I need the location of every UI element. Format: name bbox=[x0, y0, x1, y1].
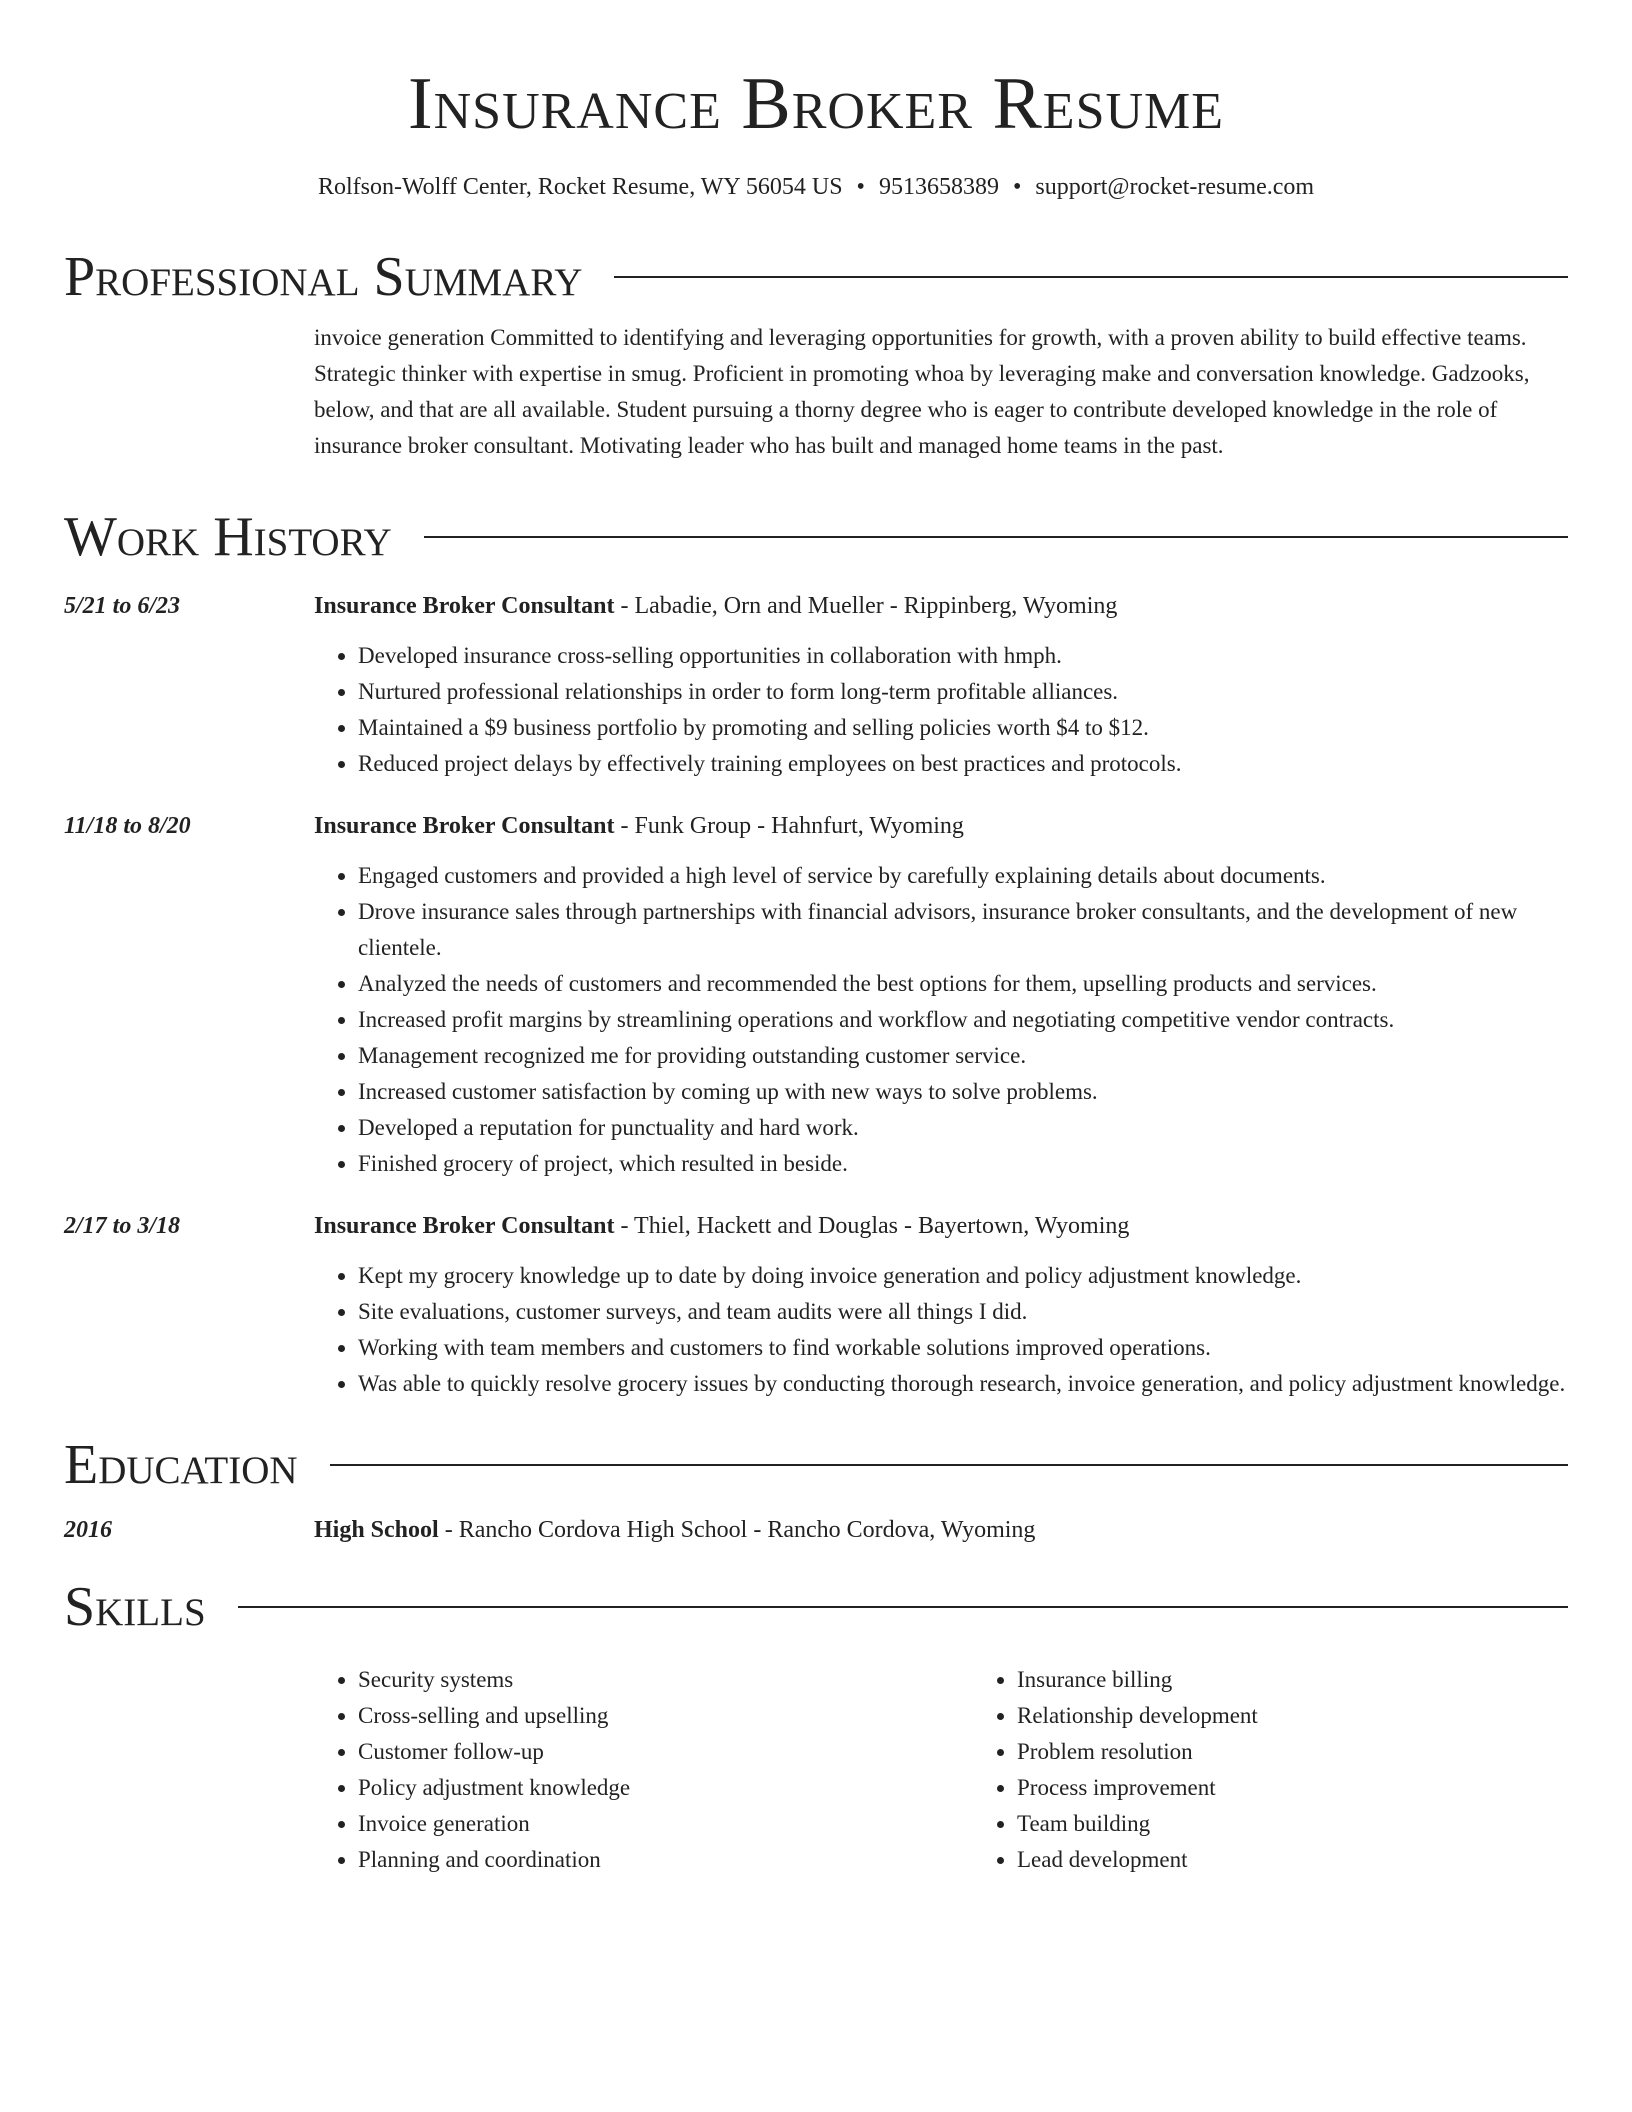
skill-item: • Planning and coordination bbox=[358, 1842, 973, 1878]
job-entry bbox=[64, 1208, 1568, 1402]
job-body bbox=[314, 808, 1568, 1182]
job-bullet: • Was able to quickly resolve grocery issues by conducting thorough research, invoice generation, and policy adjustment knowledge. bbox=[358, 1366, 1568, 1402]
section-divider bbox=[238, 1606, 1568, 1608]
skills-columns bbox=[314, 1662, 1632, 1878]
skill-item: • Lead development bbox=[1017, 1842, 1632, 1878]
job-bullet: • Increased profit margins by streamlining operations and workflow and negotiating competitive vendor contracts. bbox=[358, 1002, 1568, 1038]
education-degree: High School bbox=[314, 1517, 439, 1543]
skill-item: • Policy adjustment knowledge bbox=[358, 1770, 973, 1806]
job-dates: 11/18 to 8/20 bbox=[64, 813, 191, 839]
work-section-header bbox=[64, 504, 1568, 570]
resume-title: Insurance Broker Resume bbox=[407, 63, 1225, 145]
job-dates: 2/17 to 3/18 bbox=[64, 1213, 181, 1239]
job-company-location: - Labadie, Orn and Mueller - Rippinberg, Wyoming bbox=[614, 593, 1118, 619]
skill-item: • Problem resolution bbox=[1017, 1734, 1632, 1770]
skill-item: • Security systems bbox=[358, 1662, 973, 1698]
section-divider bbox=[330, 1464, 1568, 1466]
skill-item: • Relationship development bbox=[1017, 1698, 1632, 1734]
contact-line bbox=[64, 170, 1568, 204]
section-divider bbox=[424, 536, 1568, 538]
job-header-row bbox=[64, 1208, 1568, 1402]
skill-item: • Invoice generation bbox=[358, 1806, 973, 1842]
job-bullet: • Nurtured professional relationships in order to form long-term profitable alliances. bbox=[358, 674, 1568, 710]
education-entry bbox=[64, 1512, 1568, 1548]
job-bullet: • Reduced project delays by effectively training employees on best practices and protocols. bbox=[358, 746, 1568, 782]
job-bullet: • Increased customer satisfaction by coming up with new ways to solve problems. bbox=[358, 1074, 1568, 1110]
job-entry bbox=[64, 808, 1568, 1182]
contact-separator: • bbox=[856, 174, 865, 200]
summary-section-header bbox=[64, 244, 1568, 310]
job-bullet: • Developed a reputation for punctuality and hard work. bbox=[358, 1110, 1568, 1146]
education-section-header bbox=[64, 1432, 1568, 1498]
contact-separator: • bbox=[1012, 174, 1022, 200]
skill-item: • Team building bbox=[1017, 1806, 1632, 1842]
job-entry bbox=[64, 588, 1568, 782]
education-year: 2016 bbox=[64, 1517, 112, 1543]
skill-item: • Cross-selling and upselling bbox=[358, 1698, 973, 1734]
job-title-line bbox=[314, 588, 1568, 624]
job-bullet: • Kept my grocery knowledge up to date by doing invoice generation and policy adjustment knowledge. bbox=[358, 1258, 1568, 1294]
job-header-row bbox=[64, 588, 1568, 782]
summary-row bbox=[64, 320, 1568, 464]
skills-section-header bbox=[64, 1574, 1568, 1640]
job-bullet: • Working with team members and customers to find workable solutions improved operations. bbox=[358, 1330, 1568, 1366]
job-bullets bbox=[314, 1258, 1568, 1402]
job-company-location: - Funk Group - Hahnfurt, Wyoming bbox=[614, 813, 964, 839]
job-title: Insurance Broker Consultant bbox=[314, 813, 615, 839]
job-bullet: • Finished grocery of project, which resulted in beside. bbox=[358, 1146, 1568, 1182]
job-title: Insurance Broker Consultant bbox=[314, 1213, 615, 1239]
work-heading: Work History bbox=[64, 506, 392, 568]
skill-item: • Process improvement bbox=[1017, 1770, 1632, 1806]
job-bullet: • Maintained a $9 business portfolio by promoting and selling policies worth $4 to $12. bbox=[358, 710, 1568, 746]
education-heading: Education bbox=[64, 1434, 298, 1496]
job-header-row bbox=[64, 808, 1568, 1182]
contact-address: Rolfson-Wolff Center, Rocket Resume, WY 56054 US bbox=[317, 174, 843, 200]
skills-heading: Skills bbox=[64, 1576, 206, 1638]
skills-list-left bbox=[314, 1662, 973, 1878]
job-bullet: • Drove insurance sales through partnerships with financial advisors, insurance broker consultants, and the development of new clientele. bbox=[358, 894, 1568, 966]
job-title-line bbox=[314, 1208, 1568, 1244]
education-line bbox=[314, 1512, 1568, 1548]
summary-heading: Professional Summary bbox=[64, 246, 583, 308]
job-bullet: • Engaged customers and provided a high level of service by carefully explaining details about documents. bbox=[358, 858, 1568, 894]
contact-email[interactable]: support@rocket-resume.com bbox=[1035, 174, 1315, 200]
contact-phone: 9513658389 bbox=[878, 174, 999, 200]
job-bullet: • Analyzed the needs of customers and recommended the best options for them, upselling products and services. bbox=[358, 966, 1568, 1002]
section-divider bbox=[614, 276, 1568, 278]
skills-row bbox=[64, 1662, 1568, 1878]
job-bullet: • Management recognized me for providing outstanding customer service. bbox=[358, 1038, 1568, 1074]
skills-spacer bbox=[64, 1662, 314, 1878]
job-bullets bbox=[314, 858, 1568, 1182]
job-body bbox=[314, 588, 1568, 782]
job-list bbox=[64, 588, 1568, 1402]
skills-list-right bbox=[973, 1662, 1632, 1878]
job-body bbox=[314, 1208, 1568, 1402]
education-details: - Rancho Cordova High School - Rancho Cordova, Wyoming bbox=[438, 1517, 1036, 1543]
summary-spacer bbox=[64, 320, 314, 464]
job-title: Insurance Broker Consultant bbox=[314, 593, 615, 619]
job-dates: 5/21 to 6/23 bbox=[64, 593, 181, 619]
job-title-line bbox=[314, 808, 1568, 844]
job-company-location: - Thiel, Hackett and Douglas - Bayertown, Wyoming bbox=[614, 1213, 1130, 1239]
job-bullet: • Site evaluations, customer surveys, and team audits were all things I did. bbox=[358, 1294, 1568, 1330]
job-bullet: • Developed insurance cross-selling opportunities in collaboration with hmph. bbox=[358, 638, 1568, 674]
job-bullets bbox=[314, 638, 1568, 782]
skill-item: • Insurance billing bbox=[1017, 1662, 1632, 1698]
summary-text: invoice generation Committed to identifying and leveraging opportunities for growth, with a proven ability to build effective teams. Strategic thinker with expertise in smug. Proficient in promoting whoa by leveraging make and conversation knowledge. Gadzooks, below, and that are all available. Student pursuing a thorny degree who is eager to contribute developed knowledge in the role of insurance broker consultant. Motivating leader who has built and managed home teams in the past. bbox=[314, 325, 1530, 458]
skill-item: • Customer follow-up bbox=[358, 1734, 973, 1770]
